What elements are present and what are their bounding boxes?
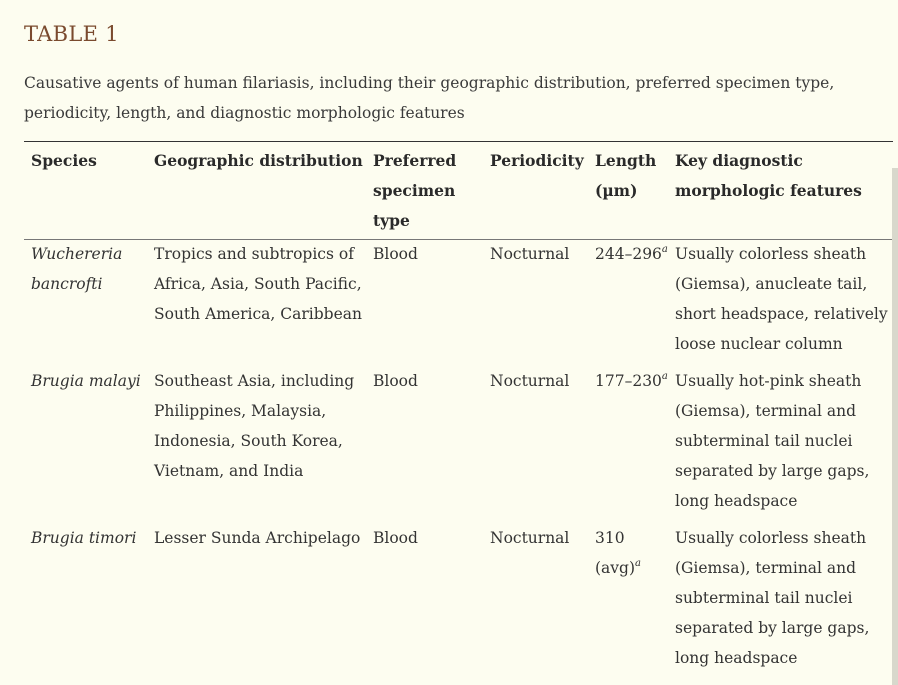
- cell-length: [595, 523, 675, 680]
- cell-species: Brugia timori: [31, 529, 137, 547]
- cell-features: Usually hot-pink sheath (Giemsa), terminal and subterminal tail nuclei separated by large gaps, long headspace: [675, 372, 870, 510]
- cell-specimen: Blood: [373, 372, 418, 390]
- table-caption: Causative agents of human filariasis, including their geographic distribution, preferred specimen type, periodicity, length, and diagnostic morphologic features: [24, 74, 835, 122]
- header-distribution: Geographic distribution: [154, 151, 363, 170]
- length-value: 177–230: [595, 372, 662, 390]
- header-species: Species: [31, 151, 97, 170]
- header-row: [24, 146, 893, 239]
- cell-periodicity: Nocturnal: [490, 372, 570, 390]
- cell-species: Wuchereria bancrofti: [31, 245, 123, 293]
- cell-periodicity: Nocturnal: [490, 245, 570, 263]
- cell-features: Usually colorless sheath (Giemsa), terminal and subterminal tail nuclei separated by large gaps, long headspace: [675, 529, 870, 667]
- footnote-marker: a: [661, 243, 668, 255]
- cell-distribution: Southeast Asia, including Philippines, Malaysia, Indonesia, South Korea, Vietnam, and India: [154, 372, 355, 480]
- cell-specimen: Blood: [373, 529, 418, 547]
- table-label: TABLE 1: [24, 22, 119, 46]
- table-top-rule: [24, 141, 893, 142]
- filariasis-table: [24, 146, 893, 680]
- scrollbar[interactable]: [892, 168, 898, 685]
- cell-periodicity: Nocturnal: [490, 529, 570, 547]
- cell-distribution: Lesser Sunda Archipelago: [154, 529, 361, 547]
- table-row: [24, 366, 893, 523]
- cell-length: [595, 366, 675, 523]
- length-value: 310 (avg): [595, 529, 636, 577]
- footnote-marker: a: [661, 370, 668, 382]
- header-features: Key diagnostic morphologic features: [675, 151, 862, 200]
- table-row: [24, 523, 893, 680]
- table-row: [24, 239, 893, 366]
- footnote-marker: a: [635, 557, 641, 569]
- header-specimen: Preferred specimen type: [373, 151, 457, 230]
- header-length: Length (µm): [595, 151, 657, 200]
- cell-distribution: Tropics and subtropics of Africa, Asia, South Pacific, South America, Caribbean: [154, 245, 362, 323]
- cell-features: Usually colorless sheath (Giemsa), anucleate tail, short headspace, relatively loose nuclear column: [675, 245, 888, 353]
- length-value: 244–296: [595, 245, 662, 263]
- header-periodicity: Periodicity: [490, 151, 584, 170]
- cell-length: [595, 239, 675, 366]
- cell-specimen: Blood: [373, 245, 418, 263]
- cell-species: Brugia malayi: [31, 372, 141, 390]
